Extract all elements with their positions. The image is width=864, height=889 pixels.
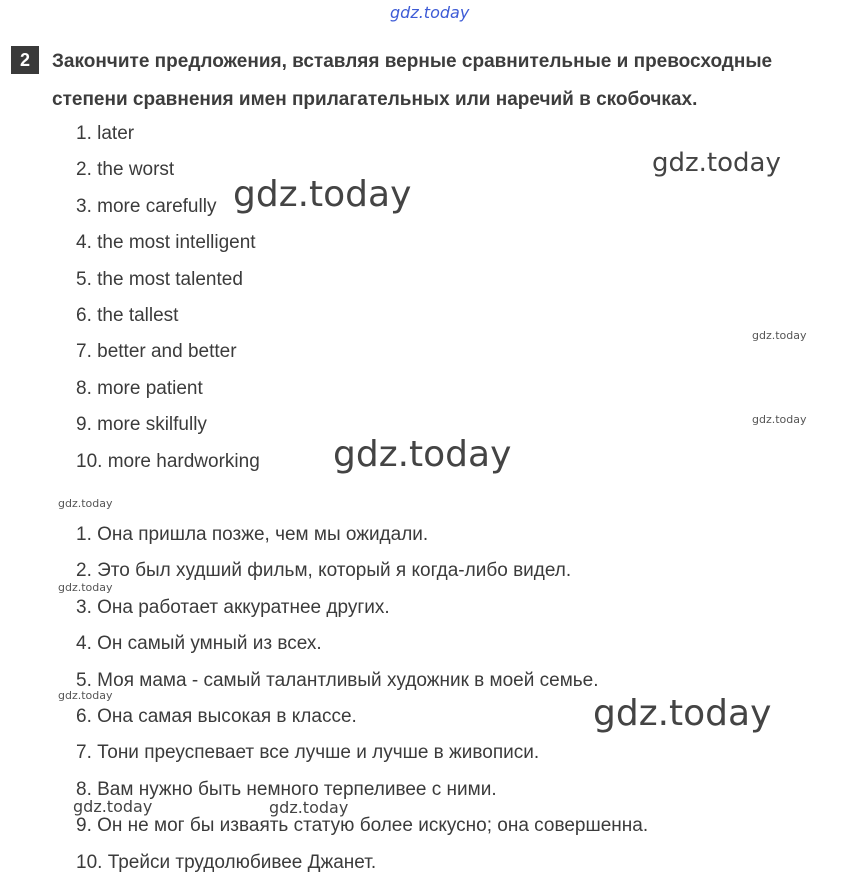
answer-item: 8. more patient bbox=[76, 377, 203, 399]
answer-item: 6. the tallest bbox=[76, 304, 179, 326]
watermark: gdz.today bbox=[73, 797, 153, 816]
answer-item: 9. more skilfully bbox=[76, 414, 207, 436]
translation-item: 9. Он не мог бы изваять статую более искусно; она совершенна. bbox=[76, 815, 649, 837]
watermark: gdz.today bbox=[752, 329, 807, 342]
answer-item: 7. better and better bbox=[76, 341, 237, 363]
watermark-top: gdz.today bbox=[390, 3, 470, 22]
watermark: gdz.today bbox=[593, 693, 772, 734]
translation-item: 5. Моя мама - самый талантливый художник в моей семье. bbox=[76, 669, 599, 691]
translation-item: 6. Она самая высокая в классе. bbox=[76, 705, 357, 727]
exercise-instruction-line-1: Закончите предложения, вставляя верные сравнительные и превосходные bbox=[52, 51, 773, 72]
answer-item: 5. the most talented bbox=[76, 268, 243, 290]
answer-item: 1. later bbox=[76, 123, 135, 144]
translation-item: 1. Она пришла позже, чем мы ожидали. bbox=[76, 524, 429, 545]
watermark: gdz.today bbox=[58, 581, 113, 594]
translations-list bbox=[76, 523, 648, 887]
answer-item: 4. the most intelligent bbox=[76, 232, 256, 254]
translation-item: 3. Она работает аккуратнее других. bbox=[76, 596, 390, 618]
watermark: gdz.today bbox=[269, 798, 349, 817]
translation-item: 7. Тони преуспевает все лучше и лучше в живописи. bbox=[76, 742, 540, 764]
watermark: gdz.today bbox=[333, 434, 512, 475]
answer-item: 10. more hardworking bbox=[76, 450, 260, 472]
translation-item: 10. Трейси трудолюбивее Джанет. bbox=[76, 851, 377, 873]
translation-item: 2. Это был худший фильм, который я когда-либо видел. bbox=[76, 560, 572, 582]
exercise-instruction-line-2: степени сравнения имен прилагательных или наречий в скобочках. bbox=[52, 89, 698, 110]
watermark: gdz.today bbox=[58, 497, 113, 510]
answer-item: 3. more carefully bbox=[76, 195, 217, 217]
answer-item: 2. the worst bbox=[76, 159, 175, 181]
watermark: gdz.today bbox=[652, 148, 781, 178]
watermark: gdz.today bbox=[752, 413, 807, 426]
exercise-number-badge: 2 bbox=[11, 46, 39, 74]
translation-item: 4. Он самый умный из всех. bbox=[76, 633, 322, 655]
translation-item: 8. Вам нужно быть немного терпеливее с ними. bbox=[76, 778, 497, 800]
watermark: gdz.today bbox=[233, 174, 412, 215]
watermark: gdz.today bbox=[58, 689, 113, 702]
